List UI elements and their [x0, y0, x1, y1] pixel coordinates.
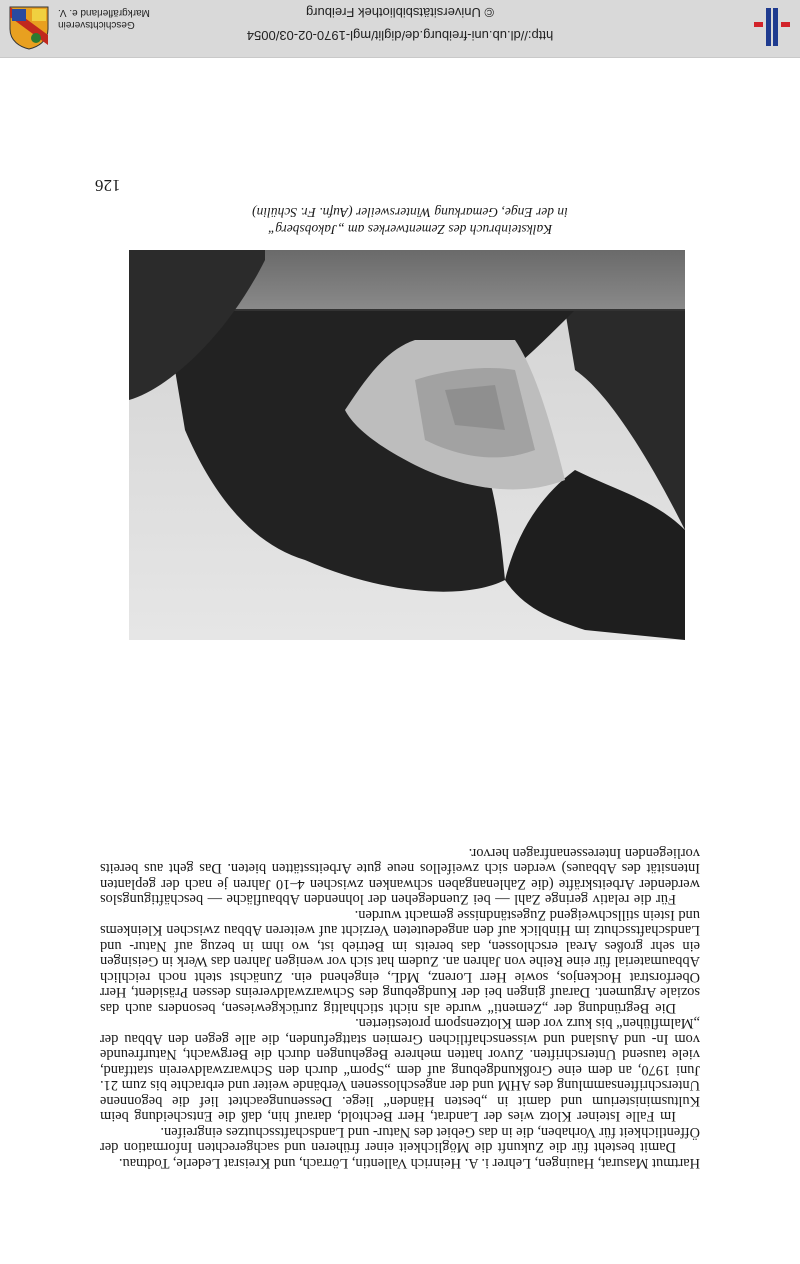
society-name-line-2: Markgräflerland e. V.: [58, 7, 150, 18]
paragraph-4: Die Begründung der „Zementi“ wurde als nicht stichhaltig zurückgewiesen, besonders auch das soziale Argument. Darauf gingen bei der Kundgebung des Schwarzwaldvereins dessen Präsident, Herr Oberforstrat Hockenjos, sowie Herr Lorenz, MdL, eingehend ein. Zunächst steht noch reichlich Abbaumaterial für eine Reihe von Jahren an. Zudem hat sich vor wenigen Jahren das Werk in Geisingen ein sehr großes Areal erschlossen, das bereits im Betrieb ist, wo ihm in bezug auf Natur- und Landschaftsschutz im Hinblick auf den angedeuteten Verzicht auf weiteren Abbau zwischen Kleinkems und Istein stillschweigend Zugeständnisse gemacht wurden.: [100, 907, 700, 1016]
quarry-photograph: [129, 250, 685, 640]
paragraph-2: Damit besteht für die Zukunft die Möglichkeit einer früheren und sachgerechten Information der Öffentlichkeit für Vorhaben, die in das Gebiet des Natur- und Landschaftsschutzes eingreifen.: [100, 1124, 700, 1156]
body-text: [100, 845, 700, 1171]
paragraph-5: Für die relativ geringe Zahl — bei Zuendegehen der lohnenden Abbaufläche — beschäftigungslos werdender Arbeitskräfte (die Zahlenangaben schwanken zwischen 4–10 Jahren je nach der geplanten Intensität des Abbaues) werden sich zweifellos neue gute Arbeitsstätten bieten. Das geht aus bereits vorliegenden Interessenanfragen hervor.: [100, 845, 700, 908]
source-url[interactable]: http://dl.ub.uni-freiburg.de/diglit/mgl-1970-02-03/0054: [246, 28, 554, 43]
ub-freiburg-logo-icon[interactable]: [752, 6, 792, 48]
society-name-line-1: Geschichtsverein: [58, 19, 135, 30]
paragraph-1: Hartmut Masurat, Hauingen, Lehrer i. A. Heinrich Vallentin, Lörrach, und Kreisrat Lederle, Todtnau.: [118, 1155, 700, 1171]
copyright-text: © Universitätsbibliothek Freiburg: [305, 5, 495, 20]
society-crest-icon[interactable]: [8, 5, 50, 51]
photo-caption: [180, 204, 640, 238]
page-number: 126: [95, 176, 121, 195]
scanned-page: [95, 170, 700, 1171]
society-name: [58, 6, 158, 30]
paragraph-3: Im Falle Isteiner Klotz wies der Landrat, Herr Bechtold, darauf hin, daß die Entscheidung beim Kultusministerium und damit in „besten Händen“ liege. Dessenungeachtet lief die begonnene Unterschriftensammlung des AHM und der angeschlossenen Verbände weiter und erbrachte bis zum 21. Juni 1970, an dem eine Großkundgebung auf dem „Sporn“ durch den Schwarzwaldverein stattfand, viele tausend Unterschriften. Zuvor hatten mehrere Begehungen durch die Bergwacht, Naturfreunde vom In- und Ausland und wissenschaftlichen Gremien stattgefunden, die alle gegen den Abbau der „Malmflühen“ bis kurz vor dem Klotzensporn protestierten.: [100, 1015, 700, 1125]
caption-line-1: Kalksteinbruch des Zementwerkes am „Jakobsberg“: [267, 222, 553, 237]
caption-line-2: in der Enge, Gemarkung Wintersweiler (Aufn. Fr. Schülin): [252, 205, 568, 220]
viewer-banner: [0, 0, 800, 58]
